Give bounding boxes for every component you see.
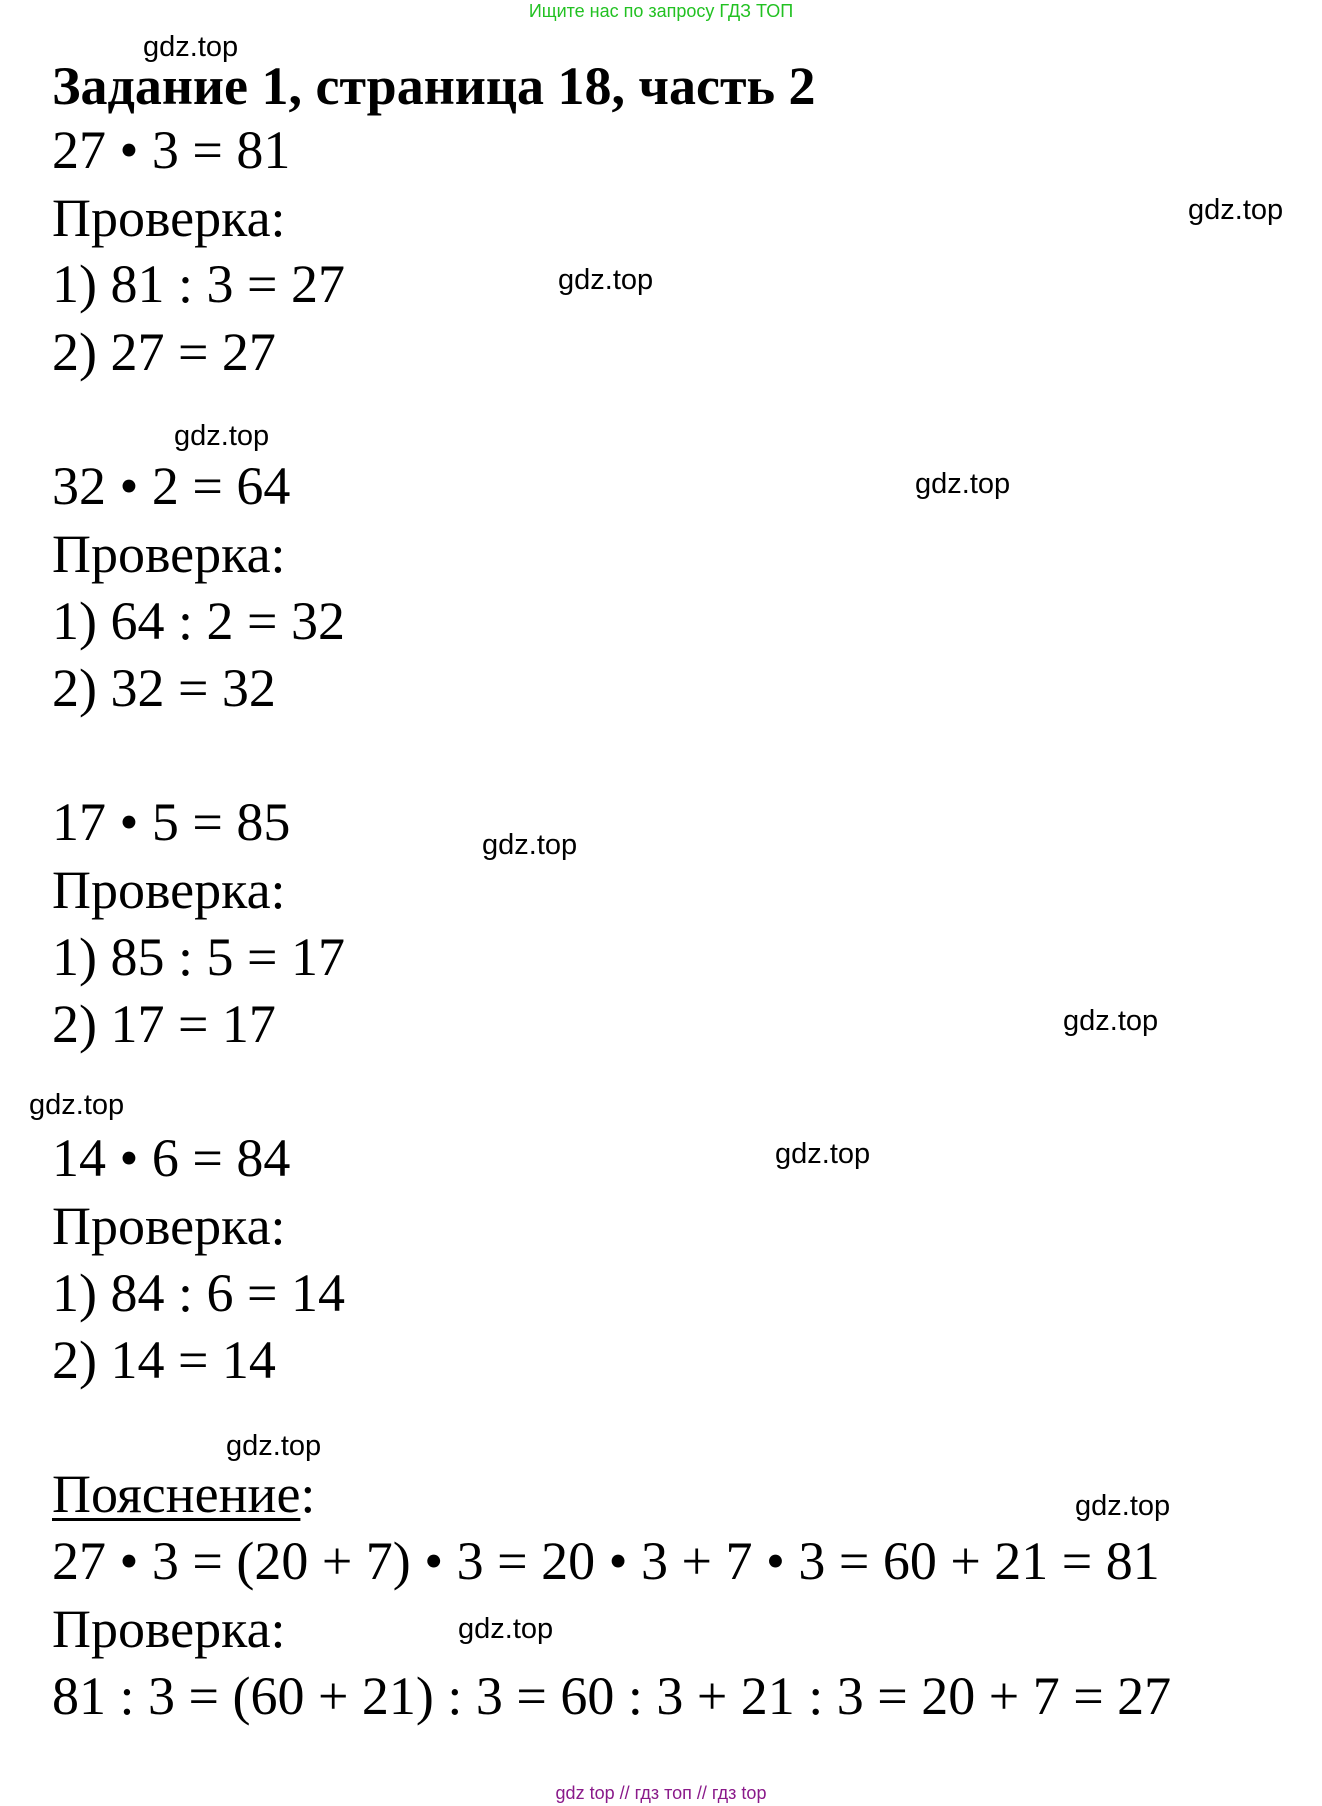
explanation-line-1: 27 • 3 = (20 + 7) • 3 = 20 • 3 + 7 • 3 = 60 + 21 = 81 xyxy=(52,1531,1160,1591)
watermark: gdz.top xyxy=(775,1138,871,1170)
explanation-heading xyxy=(52,1462,315,1526)
footer: gdz top // гдз топ // гдз top xyxy=(555,1783,767,1803)
watermark: gdz.top xyxy=(1188,194,1284,226)
watermark: gdz.top xyxy=(558,264,654,296)
watermark: gdz.top xyxy=(482,829,578,861)
watermark: gdz.top xyxy=(143,31,239,63)
equation-2: 32 • 2 = 64 xyxy=(52,456,291,516)
equation-1: 27 • 3 = 81 xyxy=(52,120,291,180)
watermark: gdz.top xyxy=(915,468,1011,500)
explanation-colon: : xyxy=(300,1464,316,1524)
check-1-step-1: 1) 81 : 3 = 27 xyxy=(52,254,345,314)
check-3-step-1: 1) 85 : 5 = 17 xyxy=(52,927,345,987)
watermark: gdz.top xyxy=(29,1089,125,1121)
explanation-label: Пояснение xyxy=(52,1464,301,1524)
watermark: gdz.top xyxy=(226,1430,322,1462)
check-3-step-2: 2) 17 = 17 xyxy=(52,994,276,1054)
explanation-check-label: Проверка: xyxy=(52,1599,286,1659)
page-title: Задание 1, страница 18, часть 2 xyxy=(52,56,816,116)
check-label-4: Проверка: xyxy=(52,1196,286,1256)
watermark: gdz.top xyxy=(174,420,270,452)
equation-4: 14 • 6 = 84 xyxy=(52,1128,291,1188)
equation-3: 17 • 5 = 85 xyxy=(52,792,291,852)
watermark: gdz.top xyxy=(1063,1005,1159,1037)
check-label-3: Проверка: xyxy=(52,860,286,920)
check-4-step-2: 2) 14 = 14 xyxy=(52,1330,276,1390)
check-label-1: Проверка: xyxy=(52,188,286,248)
check-2-step-1: 1) 64 : 2 = 32 xyxy=(52,591,345,651)
check-4-step-1: 1) 84 : 6 = 14 xyxy=(52,1263,345,1323)
top-banner: Ищите нас по запросу ГДЗ ТОП xyxy=(528,1,794,21)
watermark: gdz.top xyxy=(458,1613,554,1645)
watermark: gdz.top xyxy=(1075,1490,1171,1522)
explanation-line-2: 81 : 3 = (60 + 21) : 3 = 60 : 3 + 21 : 3 = 20 + 7 = 27 xyxy=(52,1666,1172,1726)
check-1-step-2: 2) 27 = 27 xyxy=(52,322,276,382)
check-label-2: Проверка: xyxy=(52,524,286,584)
check-2-step-2: 2) 32 = 32 xyxy=(52,658,276,718)
